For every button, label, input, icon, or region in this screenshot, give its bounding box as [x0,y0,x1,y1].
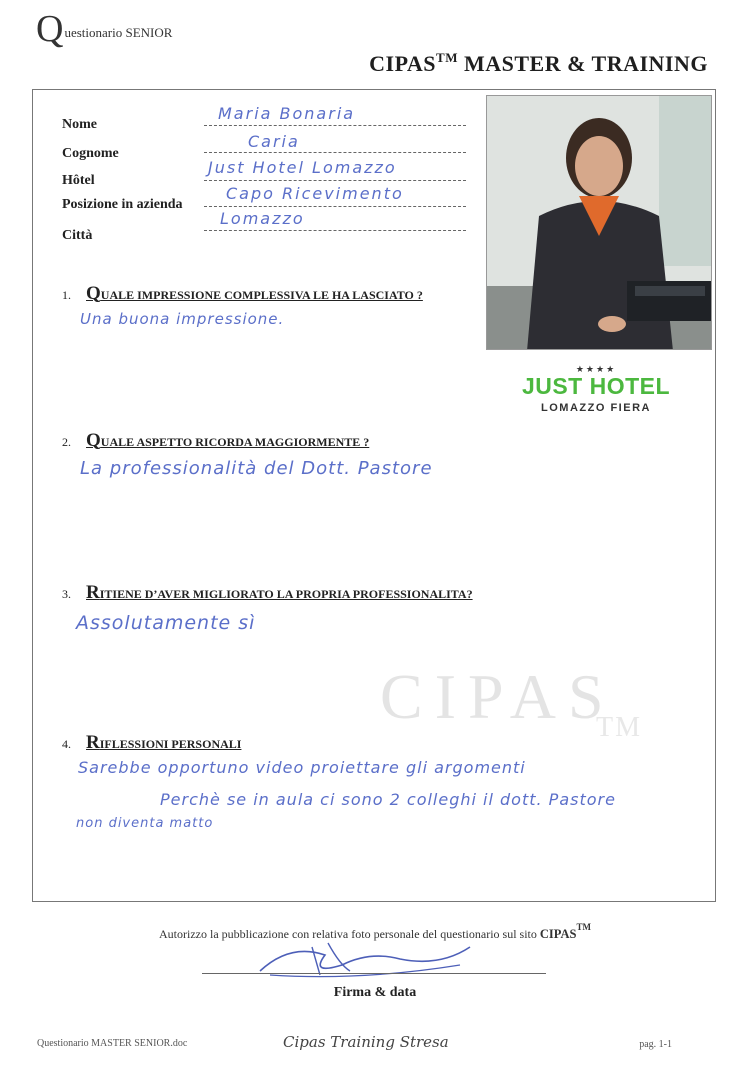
logo-name: JUST HOTEL [521,373,671,399]
question-2-text: UALE ASPETTO RICORDA MAGGIORMENTE ? [100,435,370,449]
question-3-initial: R [86,582,100,603]
logo-subtitle: LOMAZZO FIERA [541,402,651,414]
document-title [36,10,172,48]
question-1-initial: Q [86,283,101,304]
brand-suffix: MASTER & TRAINING [463,51,708,76]
brand-name: CIPAS [369,51,437,76]
question-3-text: ITIENE D’AVER MIGLIORATO LA PROPRIA PROFESSIONALITA? [99,587,473,601]
field-line-cognome [204,152,466,153]
just-hotel-logo [506,364,686,414]
question-2-number: 2. [62,435,71,449]
signature-label: Firma & data [333,985,417,1000]
question-4 [62,732,241,754]
field-label-citta: Città [62,228,93,243]
footer-filename: Questionario MASTER SENIOR.doc [37,1038,188,1049]
field-label-cognome: Cognome [62,146,119,161]
portrait-illustration [487,96,712,350]
authorization-sentence: Autorizzo la pubblicazione con relativa foto personale del questionario sul sito [159,927,537,941]
footer-page: pag. 1-1 [639,1039,672,1050]
brand-tm: TM [436,50,458,65]
field-value-nome: Maria Bonaria [218,104,356,123]
answer-4-line-3: non diventa matto [76,816,214,831]
question-2-initial: Q [86,430,101,451]
answer-3: Assolutamente sì [76,612,256,634]
brand-heading [369,50,708,77]
watermark-tm: TM [596,712,642,743]
footer-center: Cipas Training Stresa [283,1033,449,1051]
question-1 [62,283,423,305]
question-3 [62,582,473,604]
field-line-hotel [204,180,466,181]
signature-line [202,973,546,974]
question-3-number: 3. [62,587,71,601]
portrait-photo [486,95,712,350]
field-label-posizione: Posizione in azienda [62,197,183,212]
question-1-number: 1. [62,288,71,302]
answer-2: La professionalità del Dott. Pastore [80,458,433,479]
question-2 [62,430,369,452]
answer-1: Una buona impressione. [80,310,285,328]
question-1-text: UALE IMPRESSIONE COMPLESSIVA LE HA LASCIATO ? [100,288,423,302]
authorization-brand: CIPAS [539,927,577,941]
field-value-hotel: Just Hotel Lomazzo [208,158,397,177]
signature [250,935,480,983]
title-rest: uestionario SENIOR [64,25,173,40]
field-label-hotel: Hôtel [62,173,95,188]
field-label-nome: Nome [62,117,97,132]
field-value-posizione: Capo Ricevimento [226,184,404,203]
field-line-posizione [204,206,466,207]
field-value-cognome: Caria [248,132,300,151]
question-4-text: IFLESSIONI PERSONALI [99,737,242,751]
cipas-watermark: CIPAS [380,661,616,732]
field-value-citta: Lomazzo [220,209,305,228]
question-4-number: 4. [62,737,71,751]
authorization-tm: TM [576,922,591,932]
logo-stars: ★★★★ [575,364,617,374]
answer-4-line-1: Sarebbe opportuno video proiettare gli argomenti [78,758,526,777]
field-line-citta [204,230,466,231]
field-line-nome [204,125,466,126]
title-initial: Q [36,8,64,50]
question-4-initial: R [86,732,100,753]
answer-4-line-2: Perchè se in aula ci sono 2 colleghi il dott. Pastore [160,790,616,809]
